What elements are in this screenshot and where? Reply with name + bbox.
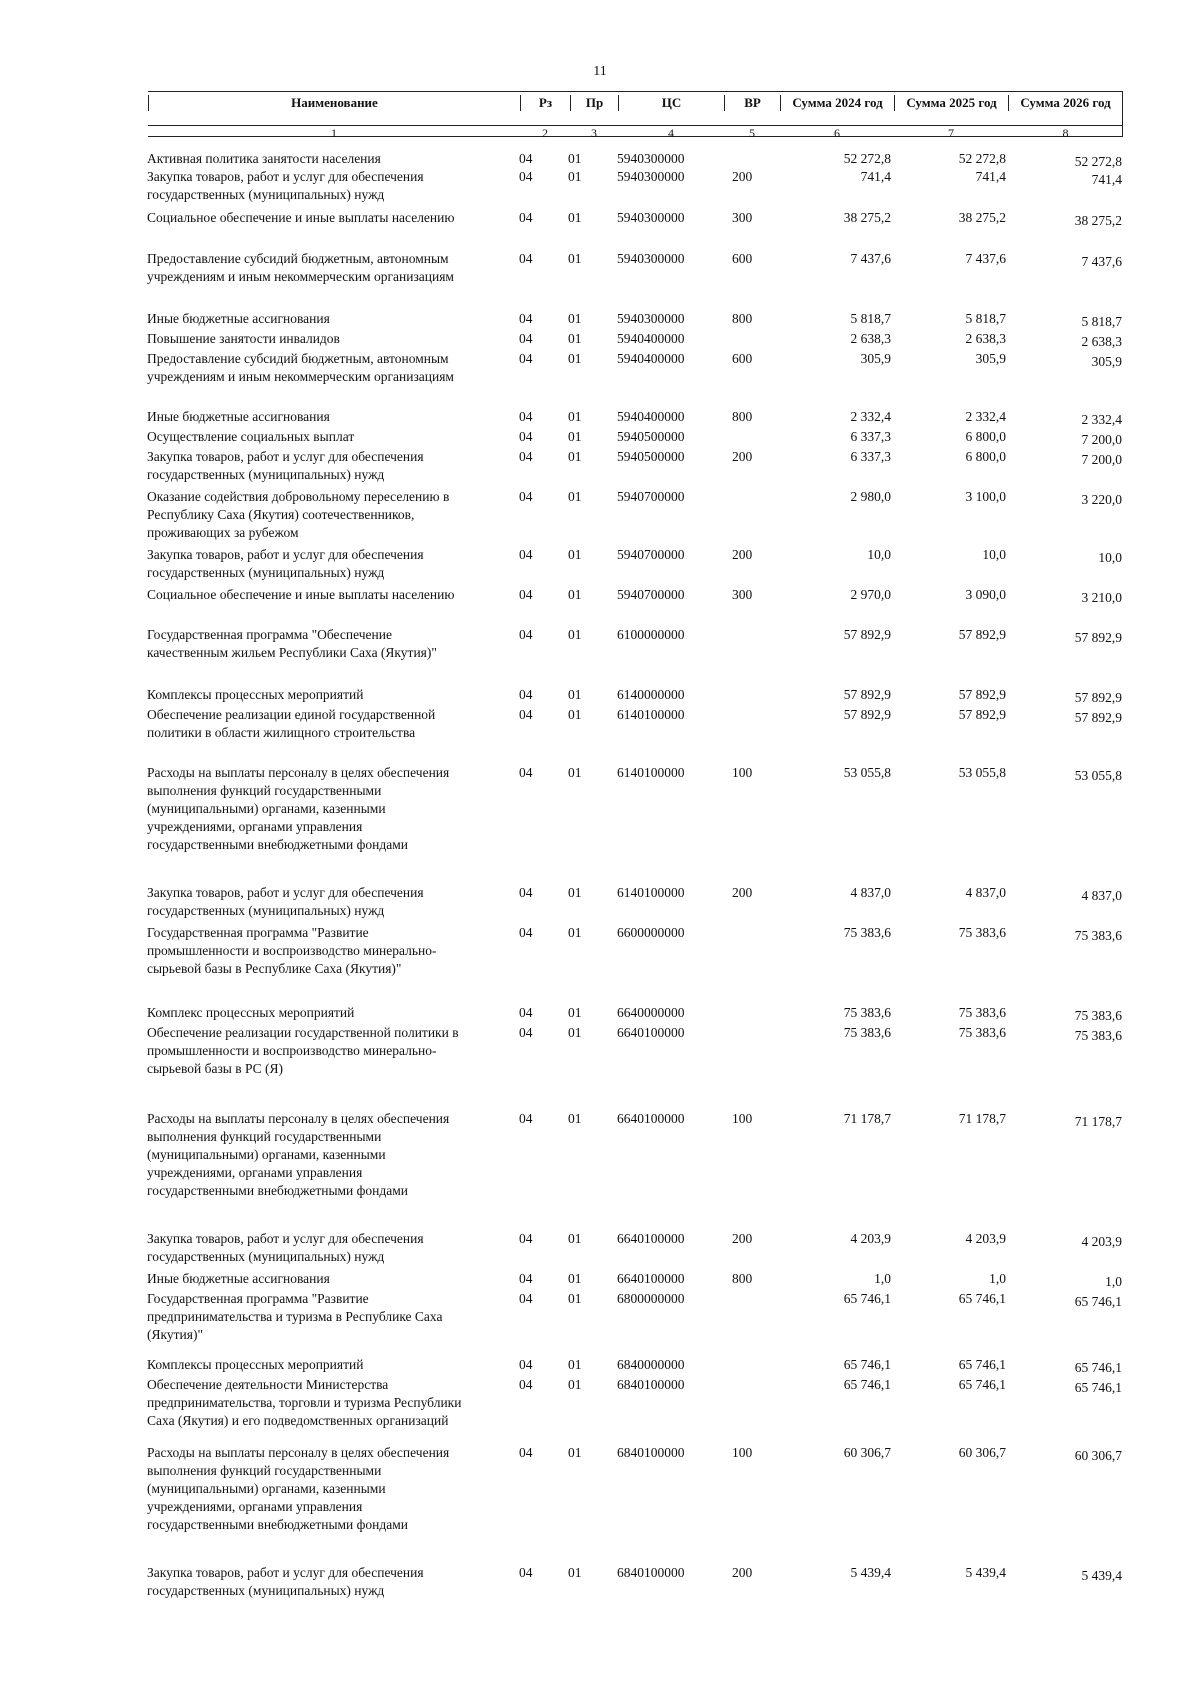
cell-name: [147, 686, 497, 704]
cell-sum-2024: 75 383,6: [843, 925, 891, 940]
cell-sum-2026: 71 178,7: [1074, 1114, 1122, 1129]
cell-name-line: качественным жильем Республики Саха (Якутия)": [147, 645, 437, 660]
cell-name: [147, 626, 497, 662]
cell-pr: 01: [568, 449, 582, 464]
header-col-number: 5: [749, 126, 755, 140]
cell-name-line: выполнения функций государственными: [147, 783, 382, 798]
cell-name-line: государственными внебюджетными фондами: [147, 1517, 409, 1532]
cell-sum-2024: 6 337,3: [850, 449, 891, 464]
header-col-number: 2: [542, 126, 548, 140]
cell-name-line: Социальное обеспечение и иные выплаты населению: [147, 587, 455, 602]
cell-name-line: промышленности и воспроизводство минерально-: [147, 1043, 437, 1058]
cell-pr: 01: [568, 351, 582, 366]
cell-sum-2025: 53 055,8: [958, 765, 1006, 780]
cell-name: [147, 1110, 497, 1200]
cell-vr: 100: [732, 1445, 753, 1460]
cell-sum-2024: 71 178,7: [843, 1111, 891, 1126]
cell-pr: 01: [568, 251, 582, 266]
cell-vr: 600: [732, 351, 753, 366]
cell-sum-2025: 1,0: [989, 1271, 1006, 1286]
cell-sum-2024: 2 980,0: [850, 489, 891, 504]
cell-name-line: учреждениями, органами управления: [147, 1499, 363, 1514]
cell-rz: 04: [519, 311, 533, 326]
cell-sum-2026: 10,0: [1098, 550, 1122, 565]
cell-name-line: Обеспечение деятельности Министерства: [147, 1377, 389, 1392]
cell-rz: 04: [519, 687, 533, 702]
cell-name-line: Государственная программа "Обеспечение: [147, 627, 392, 642]
cell-rz: 04: [519, 627, 533, 642]
cell-rz: 04: [519, 351, 533, 366]
cell-cs: 6640000000: [617, 1005, 685, 1020]
header-vr: ВР: [724, 95, 780, 111]
cell-pr: 01: [568, 765, 582, 780]
cell-sum-2025: 60 306,7: [958, 1445, 1006, 1460]
cell-name-line: выполнения функций государственными: [147, 1463, 382, 1478]
cell-rz: 04: [519, 1111, 533, 1126]
cell-pr: 01: [568, 1377, 582, 1392]
cell-name-line: государственных (муниципальных) нужд: [147, 1583, 385, 1598]
cell-cs: 5940300000: [617, 251, 685, 266]
cell-sum-2025: 7 437,6: [965, 251, 1006, 266]
cell-rz: 04: [519, 547, 533, 562]
cell-name-line: государственных (муниципальных) нужд: [147, 903, 385, 918]
header-rz: Рз: [520, 95, 570, 111]
cell-name: [147, 1024, 497, 1078]
cell-sum-2026: 305,9: [1091, 354, 1122, 369]
cell-name: [147, 1004, 497, 1022]
cell-name: [147, 448, 497, 484]
cell-name-line: Активная политика занятости населения: [147, 151, 381, 166]
cell-name: [147, 310, 497, 328]
cell-sum-2025: 57 892,9: [958, 687, 1006, 702]
cell-pr: 01: [568, 489, 582, 504]
cell-pr: 01: [568, 587, 582, 602]
cell-sum-2025: 2 638,3: [965, 331, 1006, 346]
cell-sum-2024: 10,0: [867, 547, 891, 562]
cell-name-line: предпринимательства и туризма в Республике Саха: [147, 1309, 443, 1324]
cell-name-line: учреждениям и иным некоммерческим организациям: [147, 369, 454, 384]
cell-name-line: учреждениями, органами управления: [147, 819, 363, 834]
cell-name: [147, 150, 497, 168]
cell-name-line: (муниципальными) органами, казенными: [147, 1481, 386, 1496]
cell-sum-2024: 2 970,0: [850, 587, 891, 602]
cell-sum-2026: 60 306,7: [1074, 1448, 1122, 1463]
cell-rz: 04: [519, 429, 533, 444]
cell-name: [147, 408, 497, 426]
cell-vr: 200: [732, 885, 753, 900]
cell-name-line: Комплексы процессных мероприятий: [147, 687, 364, 702]
cell-name: [147, 706, 497, 742]
cell-name-line: Закупка товаров, работ и услуг для обеспечения: [147, 1231, 424, 1246]
header-col-number: 8: [1062, 126, 1069, 140]
cell-pr: 01: [568, 547, 582, 562]
cell-name: [147, 1290, 497, 1344]
cell-sum-2025: 741,4: [975, 169, 1006, 184]
cell-cs: 5940300000: [617, 151, 685, 166]
cell-sum-2025: 4 837,0: [965, 885, 1006, 900]
cell-cs: 6640100000: [617, 1231, 685, 1246]
cell-cs: 6840000000: [617, 1357, 685, 1372]
cell-name-line: промышленности и воспроизводство минерально-: [147, 943, 437, 958]
cell-sum-2024: 75 383,6: [843, 1025, 891, 1040]
cell-pr: 01: [568, 429, 582, 444]
cell-pr: 01: [568, 1271, 582, 1286]
cell-cs: 6640100000: [617, 1111, 685, 1126]
cell-name-line: выполнения функций государственными: [147, 1129, 382, 1144]
cell-cs: 6140100000: [617, 765, 685, 780]
cell-name-line: Государственная программа "Развитие: [147, 925, 369, 940]
cell-rz: 04: [519, 1445, 533, 1460]
cell-sum-2026: 53 055,8: [1074, 768, 1122, 783]
cell-rz: 04: [519, 409, 533, 424]
cell-cs: 6640100000: [617, 1271, 685, 1286]
cell-pr: 01: [568, 1357, 582, 1372]
cell-sum-2025: 2 332,4: [965, 409, 1006, 424]
cell-name-line: Закупка товаров, работ и услуг для обеспечения: [147, 885, 424, 900]
cell-rz: 04: [519, 1377, 533, 1392]
cell-name-line: Закупка товаров, работ и услуг для обеспечения: [147, 1565, 424, 1580]
cell-pr: 01: [568, 1231, 582, 1246]
cell-cs: 6140100000: [617, 885, 685, 900]
cell-rz: 04: [519, 707, 533, 722]
cell-sum-2025: 71 178,7: [958, 1111, 1006, 1126]
header-cs: ЦС: [618, 95, 724, 111]
cell-pr: 01: [568, 1291, 582, 1306]
header-col-number: 7: [948, 126, 954, 140]
cell-cs: 5940300000: [617, 311, 685, 326]
cell-sum-2024: 4 837,0: [850, 885, 891, 900]
page-number: 11: [593, 64, 607, 79]
cell-vr: 800: [732, 311, 753, 326]
cell-name-line: Расходы на выплаты персоналу в целях обеспечения: [147, 765, 450, 780]
cell-pr: 01: [568, 331, 582, 346]
cell-sum-2024: 7 437,6: [850, 251, 891, 266]
cell-vr: 800: [732, 1271, 753, 1286]
cell-rz: 04: [519, 251, 533, 266]
cell-sum-2024: 38 275,2: [843, 210, 891, 225]
cell-name: [147, 168, 497, 204]
cell-name-line: Предоставление субсидий бюджетным, автономным: [147, 351, 449, 366]
cell-name-line: Комплексы процессных мероприятий: [147, 1357, 364, 1372]
header-sum-2025: Сумма 2025 год: [894, 95, 1008, 111]
cell-name-line: Республику Саха (Якутия) соотечественников,: [147, 507, 415, 522]
cell-sum-2026: 7 200,0: [1081, 452, 1122, 467]
cell-sum-2026: 75 383,6: [1074, 1028, 1122, 1043]
cell-vr: 100: [732, 1111, 753, 1126]
cell-sum-2025: 75 383,6: [958, 1005, 1006, 1020]
cell-sum-2025: 6 800,0: [965, 449, 1006, 464]
cell-vr: 300: [732, 210, 753, 225]
cell-name-line: государственных (муниципальных) нужд: [147, 565, 385, 580]
cell-sum-2026: 2 638,3: [1081, 334, 1122, 349]
cell-sum-2026: 5 818,7: [1081, 314, 1122, 329]
cell-cs: 6840100000: [617, 1377, 685, 1392]
cell-sum-2025: 5 818,7: [965, 311, 1006, 326]
cell-sum-2026: 38 275,2: [1074, 213, 1122, 228]
cell-sum-2026: 57 892,9: [1074, 630, 1122, 645]
cell-pr: 01: [568, 409, 582, 424]
cell-vr: 200: [732, 1565, 753, 1580]
cell-name-line: сырьевой базы в Республике Саха (Якутия)": [147, 961, 402, 976]
cell-name: [147, 1376, 497, 1430]
cell-pr: 01: [568, 1111, 582, 1126]
cell-name: [147, 1230, 497, 1266]
cell-sum-2024: 75 383,6: [843, 1005, 891, 1020]
cell-name-line: Комплекс процессных мероприятий: [147, 1005, 355, 1020]
cell-pr: 01: [568, 885, 582, 900]
cell-cs: 5940400000: [617, 351, 685, 366]
cell-rz: 04: [519, 925, 533, 940]
cell-vr: 800: [732, 409, 753, 424]
cell-sum-2025: 10,0: [982, 547, 1006, 562]
cell-sum-2024: 57 892,9: [843, 627, 891, 642]
cell-rz: 04: [519, 210, 533, 225]
cell-name: [147, 764, 497, 854]
header-sum-2026: Сумма 2026 год: [1008, 95, 1123, 111]
cell-cs: 5940500000: [617, 429, 685, 444]
cell-sum-2026: 65 746,1: [1074, 1294, 1122, 1309]
cell-name: [147, 488, 497, 542]
cell-cs: 5940700000: [617, 489, 685, 504]
cell-sum-2026: 1,0: [1105, 1274, 1122, 1289]
cell-name-line: (муниципальными) органами, казенными: [147, 801, 386, 816]
cell-sum-2026: 52 272,8: [1074, 154, 1122, 169]
cell-name-line: Иные бюджетные ассигнования: [147, 409, 330, 424]
cell-pr: 01: [568, 311, 582, 326]
cell-sum-2024: 57 892,9: [843, 707, 891, 722]
cell-pr: 01: [568, 169, 582, 184]
cell-name-line: Государственная программа "Развитие: [147, 1291, 369, 1306]
cell-name-line: политики в области жилищного строительства: [147, 725, 416, 740]
cell-sum-2026: 3 220,0: [1081, 492, 1122, 507]
cell-cs: 5940400000: [617, 409, 685, 424]
cell-sum-2024: 5 818,7: [850, 311, 891, 326]
cell-cs: 6840100000: [617, 1445, 685, 1460]
cell-cs: 5940700000: [617, 587, 685, 602]
cell-name: [147, 350, 497, 386]
cell-pr: 01: [568, 687, 582, 702]
cell-name-line: Иные бюджетные ассигнования: [147, 1271, 330, 1286]
cell-sum-2026: 7 437,6: [1081, 254, 1122, 269]
cell-sum-2026: 7 200,0: [1081, 432, 1122, 447]
cell-sum-2024: 741,4: [860, 169, 891, 184]
cell-vr: 100: [732, 765, 753, 780]
cell-name-line: Саха (Якутия) и его подведомственных организаций: [147, 1413, 449, 1428]
cell-cs: 6640100000: [617, 1025, 685, 1040]
cell-sum-2024: 65 746,1: [843, 1357, 891, 1372]
cell-name-line: предпринимательства, торговли и туризма Республики: [147, 1395, 462, 1410]
cell-sum-2024: 53 055,8: [843, 765, 891, 780]
cell-name-line: Социальное обеспечение и иные выплаты населению: [147, 210, 455, 225]
cell-rz: 04: [519, 169, 533, 184]
cell-sum-2026: 57 892,9: [1074, 690, 1122, 705]
cell-sum-2025: 38 275,2: [958, 210, 1006, 225]
cell-pr: 01: [568, 1025, 582, 1040]
cell-name-line: государственных (муниципальных) нужд: [147, 1249, 385, 1264]
cell-cs: 6140100000: [617, 707, 685, 722]
cell-name-line: (муниципальными) органами, казенными: [147, 1147, 386, 1162]
cell-name-line: сырьевой базы в РС (Я): [147, 1061, 284, 1076]
cell-name-line: Предоставление субсидий бюджетным, автономным: [147, 251, 449, 266]
cell-pr: 01: [568, 151, 582, 166]
cell-sum-2024: 6 337,3: [850, 429, 891, 444]
cell-cs: 5940700000: [617, 547, 685, 562]
cell-rz: 04: [519, 449, 533, 464]
cell-rz: 04: [519, 151, 533, 166]
cell-sum-2024: 2 638,3: [850, 331, 891, 346]
cell-name: [147, 1564, 497, 1600]
cell-cs: 6100000000: [617, 627, 685, 642]
cell-sum-2025: 6 800,0: [965, 429, 1006, 444]
cell-name: [147, 586, 497, 604]
cell-sum-2025: 65 746,1: [958, 1357, 1006, 1372]
cell-name: [147, 546, 497, 582]
cell-name: [147, 884, 497, 920]
cell-name-line: (Якутия)": [147, 1327, 203, 1342]
cell-sum-2026: 4 203,9: [1081, 1234, 1122, 1249]
cell-name-line: учреждениям и иным некоммерческим организациям: [147, 269, 454, 284]
cell-name-line: Закупка товаров, работ и услуг для обеспечения: [147, 169, 424, 184]
cell-sum-2026: 741,4: [1091, 172, 1122, 187]
cell-sum-2024: 52 272,8: [843, 151, 891, 166]
cell-sum-2025: 57 892,9: [958, 707, 1006, 722]
cell-name-line: государственных (муниципальных) нужд: [147, 467, 385, 482]
cell-rz: 04: [519, 1565, 533, 1580]
cell-name-line: Расходы на выплаты персоналу в целях обеспечения: [147, 1111, 450, 1126]
cell-name: [147, 1270, 497, 1288]
cell-name-line: проживающих за рубежом: [147, 525, 299, 540]
header-col-number: 4: [668, 126, 674, 140]
cell-name-line: Обеспечение реализации единой государственной: [147, 707, 436, 722]
cell-vr: 200: [732, 1231, 753, 1246]
cell-sum-2024: 5 439,4: [850, 1565, 891, 1580]
cell-pr: 01: [568, 1005, 582, 1020]
cell-name-line: Закупка товаров, работ и услуг для обеспечения: [147, 449, 424, 464]
cell-sum-2024: 1,0: [874, 1271, 891, 1286]
cell-name: [147, 428, 497, 446]
cell-rz: 04: [519, 1357, 533, 1372]
header-name: Наименование: [148, 95, 520, 111]
cell-name-line: государственными внебюджетными фондами: [147, 837, 409, 852]
cell-pr: 01: [568, 1565, 582, 1580]
cell-sum-2024: 4 203,9: [850, 1231, 891, 1246]
cell-name-line: государственных (муниципальных) нужд: [147, 187, 385, 202]
cell-name-line: Закупка товаров, работ и услуг для обеспечения: [147, 547, 424, 562]
header-pr: Пр: [570, 95, 618, 111]
cell-cs: 5940300000: [617, 210, 685, 225]
cell-rz: 04: [519, 331, 533, 346]
cell-vr: 200: [732, 547, 753, 562]
table-header: [148, 91, 1123, 140]
cell-pr: 01: [568, 1445, 582, 1460]
cell-name: [147, 924, 497, 978]
header-sum-2024: Сумма 2024 год: [780, 95, 894, 111]
cell-rz: 04: [519, 1271, 533, 1286]
cell-pr: 01: [568, 210, 582, 225]
cell-rz: 04: [519, 765, 533, 780]
header-col-number: 6: [834, 126, 840, 140]
cell-rz: 04: [519, 1025, 533, 1040]
cell-sum-2024: 60 306,7: [843, 1445, 891, 1460]
cell-name: [147, 1356, 497, 1374]
cell-sum-2025: 57 892,9: [958, 627, 1006, 642]
cell-sum-2026: 3 210,0: [1081, 590, 1122, 605]
cell-vr: 200: [732, 449, 753, 464]
cell-cs: 6600000000: [617, 925, 685, 940]
cell-rz: 04: [519, 1005, 533, 1020]
cell-sum-2025: 65 746,1: [958, 1291, 1006, 1306]
cell-sum-2025: 3 100,0: [965, 489, 1006, 504]
cell-sum-2026: 5 439,4: [1081, 1568, 1122, 1583]
cell-vr: 600: [732, 251, 753, 266]
cell-name-line: Иные бюджетные ассигнования: [147, 311, 330, 326]
cell-sum-2026: 57 892,9: [1074, 710, 1122, 725]
cell-cs: 6840100000: [617, 1565, 685, 1580]
cell-cs: 5940500000: [617, 449, 685, 464]
cell-name: [147, 1444, 497, 1534]
cell-name-line: Расходы на выплаты персоналу в целях обеспечения: [147, 1445, 450, 1460]
header-col-number: 3: [591, 126, 597, 140]
cell-cs: 5940300000: [617, 169, 685, 184]
cell-name-line: Обеспечение реализации государственной политики в: [147, 1025, 459, 1040]
cell-sum-2026: 65 746,1: [1074, 1360, 1122, 1375]
cell-sum-2026: 75 383,6: [1074, 1008, 1122, 1023]
cell-rz: 04: [519, 1231, 533, 1246]
cell-rz: 04: [519, 885, 533, 900]
cell-cs: 5940400000: [617, 331, 685, 346]
cell-vr: 300: [732, 587, 753, 602]
cell-sum-2025: 65 746,1: [958, 1377, 1006, 1392]
cell-sum-2026: 65 746,1: [1074, 1380, 1122, 1395]
cell-sum-2025: 5 439,4: [965, 1565, 1006, 1580]
cell-rz: 04: [519, 1291, 533, 1306]
cell-sum-2025: 3 090,0: [965, 587, 1006, 602]
cell-pr: 01: [568, 627, 582, 642]
cell-sum-2025: 75 383,6: [958, 1025, 1006, 1040]
cell-rz: 04: [519, 489, 533, 504]
cell-sum-2024: 65 746,1: [843, 1377, 891, 1392]
cell-name-line: учреждениями, органами управления: [147, 1165, 363, 1180]
cell-vr: 200: [732, 169, 753, 184]
cell-name: [147, 330, 497, 348]
header-col-number: 1: [331, 126, 337, 140]
cell-name-line: Повышение занятости инвалидов: [147, 331, 340, 346]
cell-pr: 01: [568, 925, 582, 940]
cell-name-line: государственными внебюджетными фондами: [147, 1183, 409, 1198]
cell-sum-2024: 57 892,9: [843, 687, 891, 702]
cell-pr: 01: [568, 707, 582, 722]
cell-name-line: Оказание содействия добровольному переселению в: [147, 489, 450, 504]
cell-sum-2024: 305,9: [860, 351, 891, 366]
cell-cs: 6140000000: [617, 687, 685, 702]
cell-name: [147, 209, 497, 227]
cell-sum-2026: 4 837,0: [1081, 888, 1122, 903]
cell-sum-2026: 75 383,6: [1074, 928, 1122, 943]
cell-cs: 6800000000: [617, 1291, 685, 1306]
cell-name-line: Осуществление социальных выплат: [147, 429, 355, 444]
cell-sum-2025: 4 203,9: [965, 1231, 1006, 1246]
cell-sum-2024: 65 746,1: [843, 1291, 891, 1306]
cell-rz: 04: [519, 587, 533, 602]
cell-sum-2025: 305,9: [975, 351, 1006, 366]
cell-sum-2026: 2 332,4: [1081, 412, 1122, 427]
cell-sum-2025: 75 383,6: [958, 925, 1006, 940]
cell-sum-2024: 2 332,4: [850, 409, 891, 424]
cell-name: [147, 250, 497, 286]
cell-sum-2025: 52 272,8: [958, 151, 1006, 166]
